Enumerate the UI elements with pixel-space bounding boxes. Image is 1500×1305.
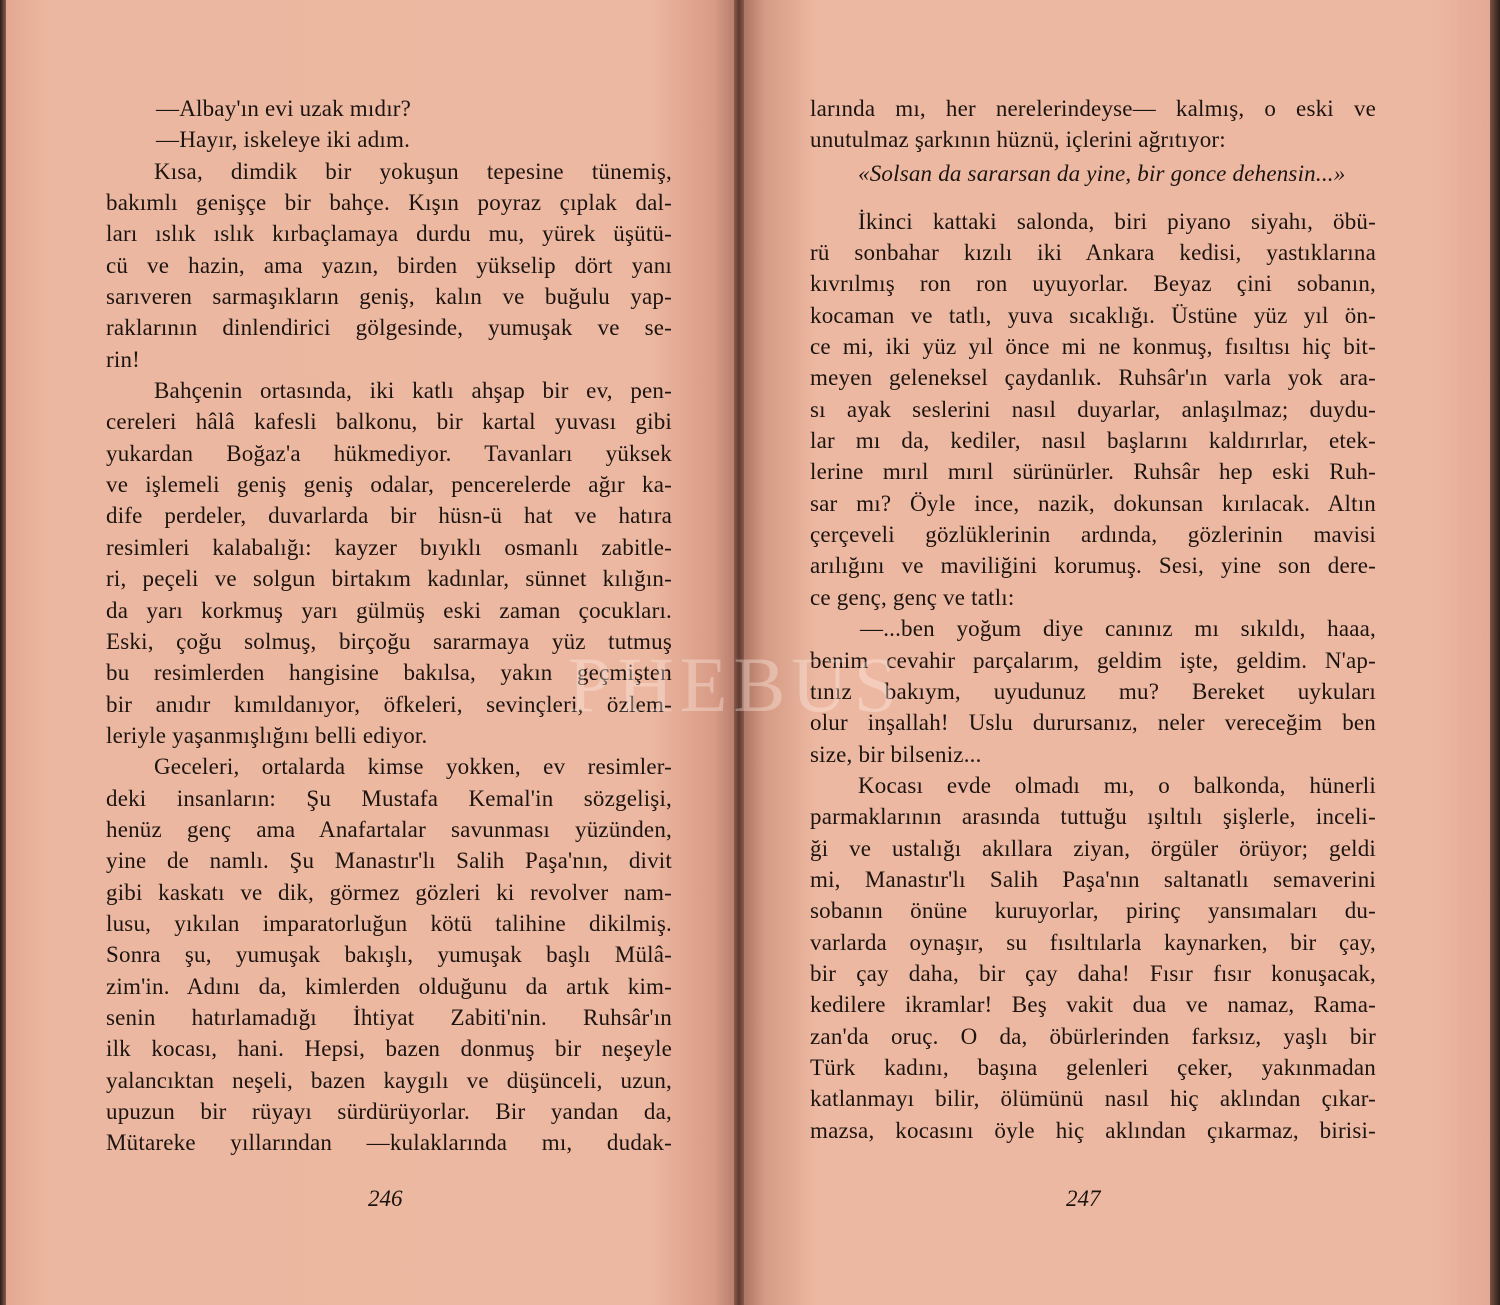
text-line: kocaman ve tatlı, yuva sıcaklığı. Üstüne yüz yıl ön- (810, 302, 1376, 328)
text-line: henüz genç ama Anafartalar savunması yüzünden, (106, 816, 672, 842)
text-line: cereleri hâlâ kafesli balkonu, bir kartal yuvası gibi (106, 409, 672, 435)
text-line: —Albay'ın evi uzak mıdır? (156, 96, 412, 121)
text-line: olur inşallah! Uslu durursanız, neler vereceğim ben (810, 710, 1376, 736)
text-line: katlanmayı bilir, ölümünü nasıl hiç aklından çıkar- (810, 1086, 1376, 1112)
text-line: parmaklarının arasında tuttuğu ışıltılı şişlerle, inceli- (810, 804, 1376, 830)
book-edge-right (1490, 0, 1500, 1305)
text-line: mazsa, kocasını öyle hiç aklından çıkarmaz, birisi- (810, 1117, 1376, 1143)
left-page-text (106, 93, 672, 1159)
text-line: lerine mırıl mırıl sürünürler. Ruhsâr hep eski Ruh- (810, 459, 1376, 485)
text-line: yukardan Boğaz'a hükmediyor. Tavanları yüksek (106, 440, 672, 466)
text-line: ri, peçeli ve solgun birtakım kadınlar, sünnet kılığın- (106, 566, 672, 592)
text-line: Kısa, dimdik bir yokuşun tepesine tünemiş, (154, 158, 672, 184)
text-line: ve işlemeli geniş geniş odalar, pencerelerde ağır ka- (106, 472, 672, 498)
text-line: senin hatırlamadığı İhtiyat Zabiti'nin. Ruhsâr'ın (106, 1004, 672, 1030)
text-line: Kocası evde olmadı mı, o balkonda, hünerli (858, 772, 1376, 798)
text-line: sobanın önüne kuruyorlar, pirinç yansımaları du- (810, 898, 1376, 924)
text-line: ilk kocası, hani. Hepsi, bazen donmuş bir neşeyle (106, 1036, 672, 1062)
text-line: zan'da oruç. O da, öbürlerinden farksız, yaşlı bir (810, 1023, 1376, 1049)
text-line: varlarda oynaşır, su fısıltılarla kaynarken, bir çay, (810, 929, 1376, 955)
text-line: meyen geleneksel çaydanlık. Ruhsâr'ın varla yok ara- (810, 365, 1376, 391)
text-line: sı ayak seslerini nasıl duyarlar, anlaşılmaz; duydu- (810, 396, 1376, 422)
text-line: Sonra şu, yumuşak bakışlı, yumuşak başlı Mülâ- (106, 942, 672, 968)
text-line: cü ve hazin, ama yazın, birden yükselip dört yanı (106, 252, 672, 278)
text-line: Türk kadını, başına gelenleri çeker, yakınmadan (810, 1054, 1376, 1080)
text-line: tınız bakıym, uyudunuz mu? Bereket uykuları (810, 678, 1376, 704)
text-line: bir anıdır kımıldanıyor, öfkeleri, sevinçleri, özlem- (106, 691, 672, 717)
text-line: unutulmaz şarkının hüznü, içlerini ağrıtıyor: (810, 127, 1226, 153)
right-page-text (810, 93, 1376, 1146)
text-line: arılığını ve maviliğini korumuş. Sesi, yine son dere- (810, 553, 1376, 579)
text-line: dife perdeler, duvarlarda bir hüsn-ü hat ve hatıra (106, 503, 672, 529)
text-line: kedilere ikramlar! Beş vakit dua ve namaz, Rama- (810, 992, 1376, 1018)
text-line: larında mı, her nerelerindeyse— kalmış, o eski ve (810, 96, 1376, 121)
text-line: rin! (106, 346, 141, 372)
text-line: yine de namlı. Şu Manastır'lı Salih Paşa'nın, divit (106, 848, 672, 874)
text-line: leriyle yaşanmışlığını belli ediyor. (106, 722, 428, 748)
text-line: size, bir bilseniz... (810, 741, 982, 767)
text-line: gibi kaskatı ve dik, görmez gözleri ki revolver nam- (106, 879, 672, 905)
text-line: zim'in. Adını da, kimlerden olduğunu da artık kim- (106, 973, 672, 999)
text-line: mi, Manastır'lı Salih Paşa'nın saltanatlı semaverini (810, 866, 1376, 892)
text-line: ce mi, iki yüz yıl önce mi ne konmuş, fısıltısı hiç bit- (810, 334, 1376, 360)
text-line: ları ıslık ıslık kırbaçlamaya durdu mu, yürek üşütü- (106, 221, 672, 247)
text-line: resimleri kalabalığı: kayzer bıyıklı osmanlı zabitle- (106, 534, 672, 560)
book-gutter (734, 0, 744, 1305)
text-line: çerçeveli gözlüklerinin ardında, gözlerinin mavisi (810, 522, 1376, 548)
text-line: —...ben yoğum diye canınız mı sıkıldı, haaa, (860, 616, 1376, 642)
text-line: upuzun bir rüyayı sürdürüyorlar. Bir yandan da, (106, 1099, 672, 1124)
watermark: PHEBUS (568, 641, 904, 728)
text-line: Mütareke yıllarından —kulaklarında mı, dudak- (106, 1130, 672, 1156)
text-line: sarıveren sarmaşıkların geniş, kalın ve buğulu yap- (106, 284, 672, 310)
page-number-right: 247 (1066, 1186, 1101, 1211)
text-line: bu resimlerden hangisine bakılsa, yakın geçmişten (106, 660, 672, 686)
text-line: rü sonbahar kızılı iki Ankara kedisi, yastıklarına (810, 240, 1376, 266)
text-line: raklarının dinlendirici gölgesinde, yumuşak ve se- (106, 315, 672, 341)
text-line: yalancıktan neşeli, bazen kaygılı ve düşünceli, uzun, (106, 1067, 672, 1093)
text-line: sar mı? Öyle ince, nazik, dokunsan kırılacak. Altın (810, 490, 1376, 516)
text-line: bakımlı genişçe bir bahçe. Kışın poyraz çıplak dal- (106, 190, 672, 216)
text-line: benim cevahir parçalarım, geldim işte, geldim. N'ap- (810, 647, 1376, 673)
text-line: —Hayır, iskeleye iki adım. (156, 127, 411, 153)
page-number-left: 246 (368, 1186, 403, 1211)
song-quote: «Solsan da sararsan da yine, bir gonce dehensin...» (858, 160, 1346, 186)
text-line: deki insanların: Şu Mustafa Kemal'in sözgelişi, (106, 785, 672, 811)
text-line: ği ve ustalığı akıllara ziyan, örgüler örüyor; geldi (810, 835, 1376, 861)
text-line: Eski, çoğu solmuş, birçoğu sararmaya yüz tutmuş (106, 628, 672, 654)
text-line: ce genç, genç ve tatlı: (810, 584, 1015, 610)
text-line: da yarı korkmuş yarı gülmüş eski zaman çocukları. (106, 597, 672, 623)
text-line: kıvrılmış ron ron uyuyorlar. Beyaz çini sobanın, (810, 271, 1376, 297)
text-line: lar mı da, kediler, nasıl başlarını kaldırırlar, etek- (810, 428, 1376, 454)
text-line: İkinci kattaki salonda, biri piyano siyahı, öbü- (858, 208, 1376, 234)
text-line: bir çay daha, bir çay daha! Fısır fısır konuşacak, (810, 960, 1376, 986)
text-line: Bahçenin ortasında, iki katlı ahşap bir ev, pen- (154, 378, 672, 404)
text-line: lusu, yıkılan imparatorluğun kötü talihine dikilmiş. (106, 910, 672, 936)
text-line: Geceleri, ortalarda kimse yokken, ev resimler- (154, 754, 672, 780)
